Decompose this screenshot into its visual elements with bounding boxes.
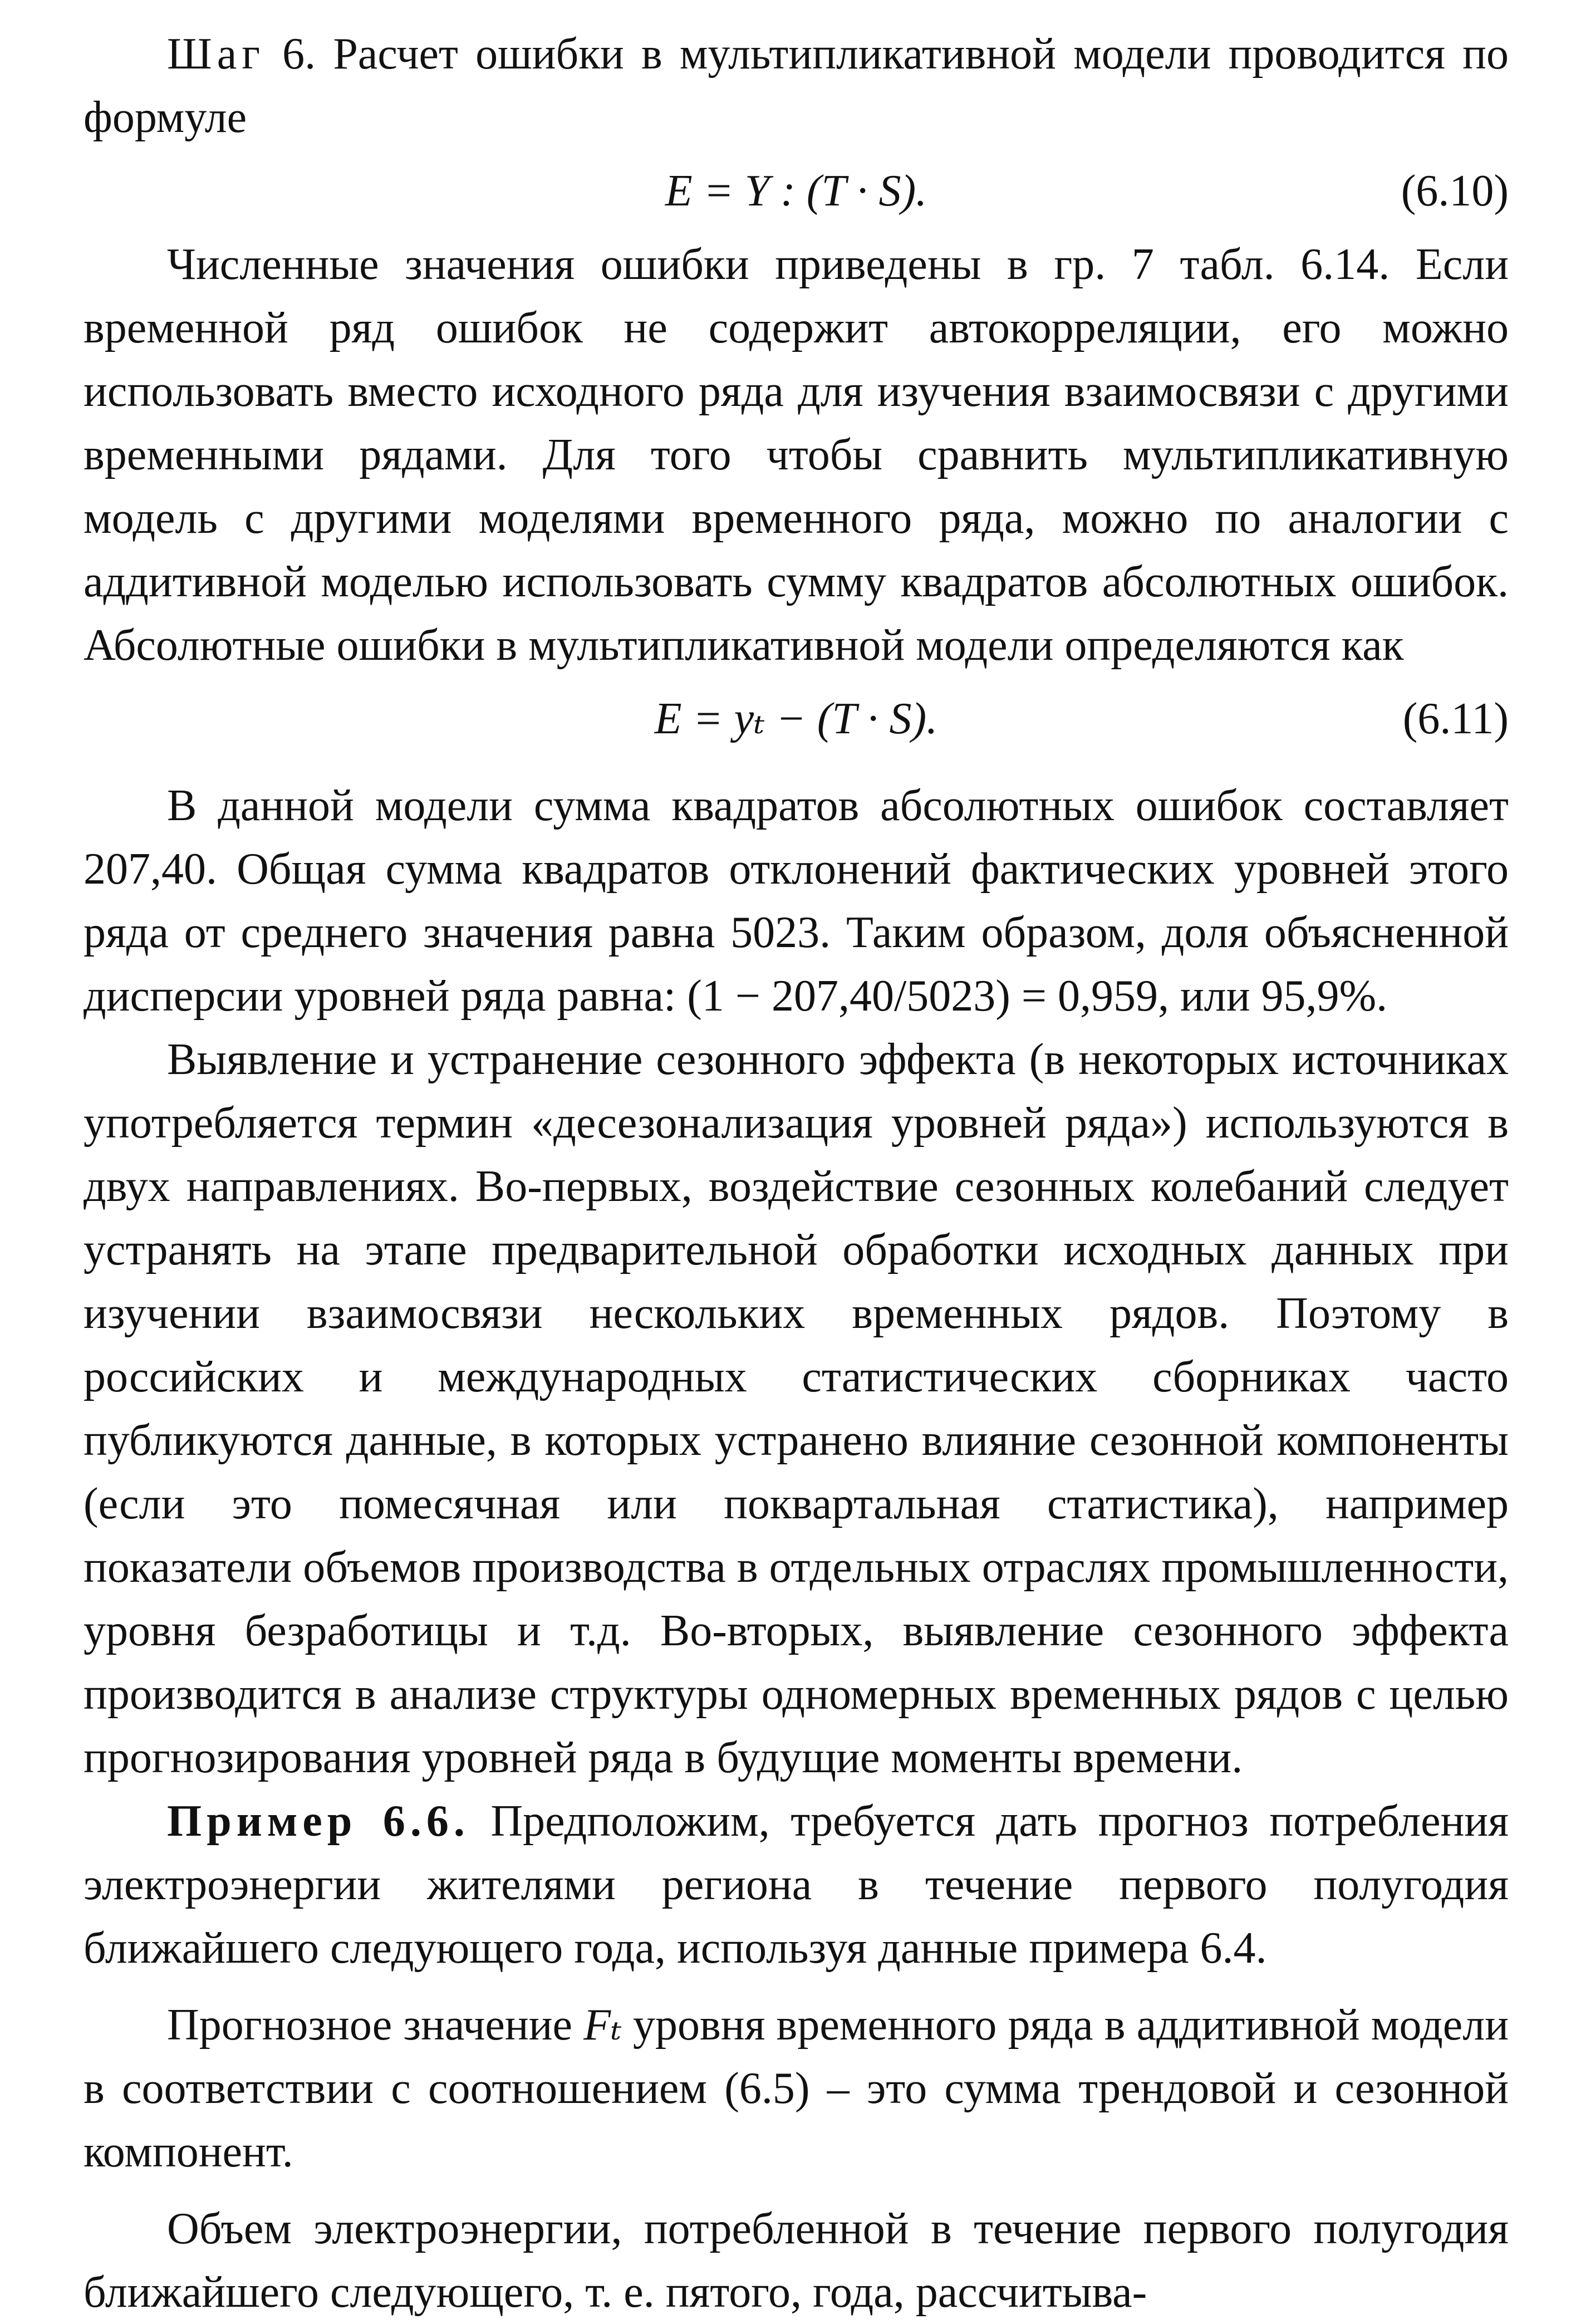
formula-6-11-number: (6.11) [1402, 694, 1509, 743]
paragraph-seasonal-effect: Выявление и устранение сезонного эффекта (в некоторых источниках употребляется термин «десезонализация уровней ряда») используются в двух направлениях. Во-первых, воздействие сезонных колебаний следует устранять на этапе предварительной обработки исходных данных при изучении взаимосвязи нескольких временных рядов. Поэтому в российских и международных статистических сборниках часто публикуются данные, в которых устранено влияние сезонной компоненты (если это помесячная или поквартальная статистика), например показатели объемов производства в отдельных отраслях промышленности, уровня безработицы и т.д. Во-вторых, выявление сезонного эффекта производится в анализе структуры одномерных временных рядов с целью прогнозирования уровней ряда в будущие моменты времени. [84, 1035, 1509, 1782]
example-text: Предположим, требуется дать прогноз потребления электроэнергии жителями региона в течение первого полугодия ближайшего следующего года, используя данные примера 6.4. [84, 1797, 1509, 1973]
step-paragraph [84, 22, 1509, 149]
formula-6-10 [84, 149, 1509, 233]
forecast-text-before: Прогнозное значение [167, 2001, 584, 2050]
example-paragraph [84, 1789, 1509, 1980]
formula-6-11-expression: E = yₜ − (T · S). [654, 694, 938, 743]
document-page [84, 22, 1509, 2324]
step-label: Шаг [167, 30, 266, 79]
formula-6-11 [84, 677, 1509, 761]
forecast-text-after: уровня временного ряда в аддитивной модели в соответствии с соотношением (6.5) – это сумма трендовой и сезонной компонент. [84, 2001, 1509, 2176]
example-label: Пример 6.6. [167, 1797, 470, 1846]
paragraph-forecast-value [84, 1993, 1509, 2184]
paragraph-sum-of-squares: В данной модели сумма квадратов абсолютных ошибок составляет 207,40. Общая сумма квадратов отклонений фактических уровней этого ряда от среднего значения равна 5023. Таким образом, доля объясненной дисперсии уровней ряда равна: (1 − 207,40/5023) = 0,959, или 95,9%. [84, 781, 1509, 1021]
step-text: 6. Расчет ошибки в мультипликативной модели проводится по формуле [84, 30, 1509, 142]
paragraph-electricity-volume: Объем электроэнергии, потребленной в течение первого полугодия ближайшего следующего, т. е. пятого, года, рассчитыва- [84, 2204, 1509, 2317]
formula-6-10-expression: E = Y : (T · S). [665, 166, 927, 215]
paragraph-errors-values: Численные значения ошибки приведены в гр. 7 табл. 6.14. Если временной ряд ошибок не содержит автокорреляции, его можно использовать вместо исходного ряда для изучения взаимосвязи с другими временными рядами. Для того чтобы сравнить мультипликативную модель с другими моделями временного ряда, можно по аналогии с аддитивной моделью использовать сумму квадратов абсолютных ошибок. Абсолютные ошибки в мультипликативной модели определяются как [84, 240, 1509, 670]
formula-6-10-number: (6.10) [1401, 166, 1509, 215]
forecast-variable: Fₜ [583, 2001, 622, 2050]
